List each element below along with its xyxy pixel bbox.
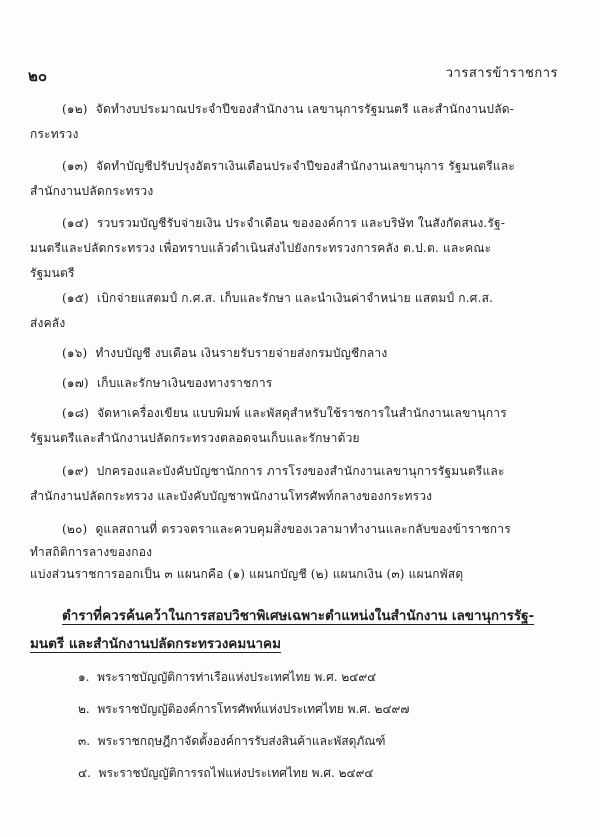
duty-item-16: [62, 344, 387, 363]
duty-item-15-line1: [62, 289, 493, 308]
duty-text: เก็บและรักษาเงินของทางราชการ: [96, 376, 273, 390]
page-number: ๒๐: [28, 67, 48, 85]
duty-number: (๑๒): [62, 102, 88, 116]
duty-text: จัดหาเครื่องเขียน แบบพิมพ์ และพัสดุสำหรับใช้ราชการในสำนักงานเลขานุการ: [97, 406, 507, 420]
duty-text: ปกครองและบังคับบัญชานักการ ภารโรงของสำนักงานเลขานุการรัฐมนตรีและ: [96, 464, 505, 478]
reference-number: ๒.: [78, 702, 90, 716]
duty-text: ดูแลสถานที่ ตรวจตราและควบคุมสิ่งของเวลามาทำงานและกลับของข้าราชการ: [95, 522, 511, 536]
duty-item-19-line1: [62, 462, 505, 481]
reference-item: [78, 668, 376, 687]
reading-list-heading-line2: มนตรี และสำนักงานปลัดกระทรวงคมนาคม: [30, 636, 281, 652]
duty-text: ทำงบบัญชี งบเดือน เงินรายรับรายจ่ายส่งกรมบัญชีกลาง: [95, 346, 388, 360]
duty-number: (๒๐): [62, 522, 88, 536]
reading-list-heading-line1: ตำราที่ควรค้นคว้าในการสอบวิชาพิเศษเฉพาะตำแหน่งในสำนักงาน เลขานุการรัฐ-: [62, 608, 535, 624]
duty-item-20-line2: ทำสถิติการลางของกอง: [30, 545, 153, 559]
reference-item: [78, 700, 409, 719]
division-line: แบ่งส่วนราชการออกเป็น ๓ แผนกคือ (๑) แผนกบัญชี (๒) แผนกเงิน (๓) แผนกพัสดุ: [30, 567, 464, 581]
journal-title: วารสารข้าราชการ: [445, 66, 558, 81]
duty-number: (๑๓): [62, 159, 88, 173]
duty-item-14-line3: รัฐมนตรี: [30, 266, 75, 280]
duty-number: (๑๗): [62, 376, 89, 390]
duty-item-17: [62, 374, 272, 393]
duty-item-14-line1: [62, 214, 505, 233]
duty-item-18-line2: รัฐมนตรีและสำนักงานปลัดกระทรวงตลอดจนเก็บและรักษาด้วย: [30, 431, 360, 445]
duty-item-18-line1: [62, 404, 507, 423]
reference-title: พระราชกฤษฎีกาจัดตั้งองค์การรับส่งสินค้าและพัสดุภัณฑ์: [97, 734, 386, 748]
duty-text: รวบรวมบัญชีรับจ่ายเงิน ประจำเดือน ขององค์การ และบริษัท ในสังกัดสนง.รัฐ-: [96, 216, 506, 230]
duty-text: จัดทำงบประมาณประจำปีของสำนักงาน เลขานุการรัฐมนตรี และสำนักงานปลัด-: [95, 102, 515, 116]
reference-number: ๑.: [78, 670, 90, 684]
duty-text: เบิกจ่ายแสตมป์ ก.ศ.ส. เก็บและรักษา และนำเงินค่าจำหน่าย แสตมป์ ก.ศ.ส.: [96, 291, 494, 305]
reference-item: [78, 764, 374, 783]
reference-item: [78, 732, 385, 751]
duty-number: (๑๘): [62, 406, 90, 420]
duty-number: (๑๕): [62, 291, 89, 305]
duty-item-14-line2: มนตรีและปลัดกระทรวง เพื่อทราบแล้วดำเนินส่งไปยังกระทรวงการคลัง ต.ป.ต. และคณะ: [30, 241, 492, 255]
duty-number: (๑๖): [62, 346, 88, 360]
duty-item-12-line2: กระทรวง: [30, 127, 79, 141]
reference-number: ๓.: [78, 734, 91, 748]
reference-title: พระราชบัญญัติองค์การโทรศัพท์แห่งประเทศไทย พ.ศ. ๒๔๙๗: [97, 702, 410, 716]
duty-item-20-line1: [62, 520, 511, 539]
duty-item-12-line1: [62, 100, 514, 119]
duty-item-13-line1: [62, 157, 515, 176]
duty-item-15-line2: ส่งคลัง: [30, 316, 66, 330]
duty-number: (๑๙): [62, 464, 89, 478]
reference-title: พระราชบัญญัติการรถไฟแห่งประเทศไทย พ.ศ. ๒๔๙๔: [98, 766, 374, 780]
duty-number: (๑๔): [62, 216, 89, 230]
duty-text: จัดทำบัญชีปรับปรุงอัตราเงินเดือนประจำปีของสำนักงานเลขานุการ รัฐมนตรีและ: [96, 159, 516, 173]
reference-title: พระราชบัญญัติการท่าเรือแห่งประเทศไทย พ.ศ. ๒๔๙๔: [97, 670, 377, 684]
duty-item-19-line2: สำนักงานปลัดกระทรวง และบังคับบัญชาพนักงานโทรศัพท์กลางของกระทรวง: [30, 489, 433, 503]
duty-item-13-line2: สำนักงานปลัดกระทรวง: [30, 184, 154, 198]
reference-number: ๔.: [78, 766, 91, 780]
